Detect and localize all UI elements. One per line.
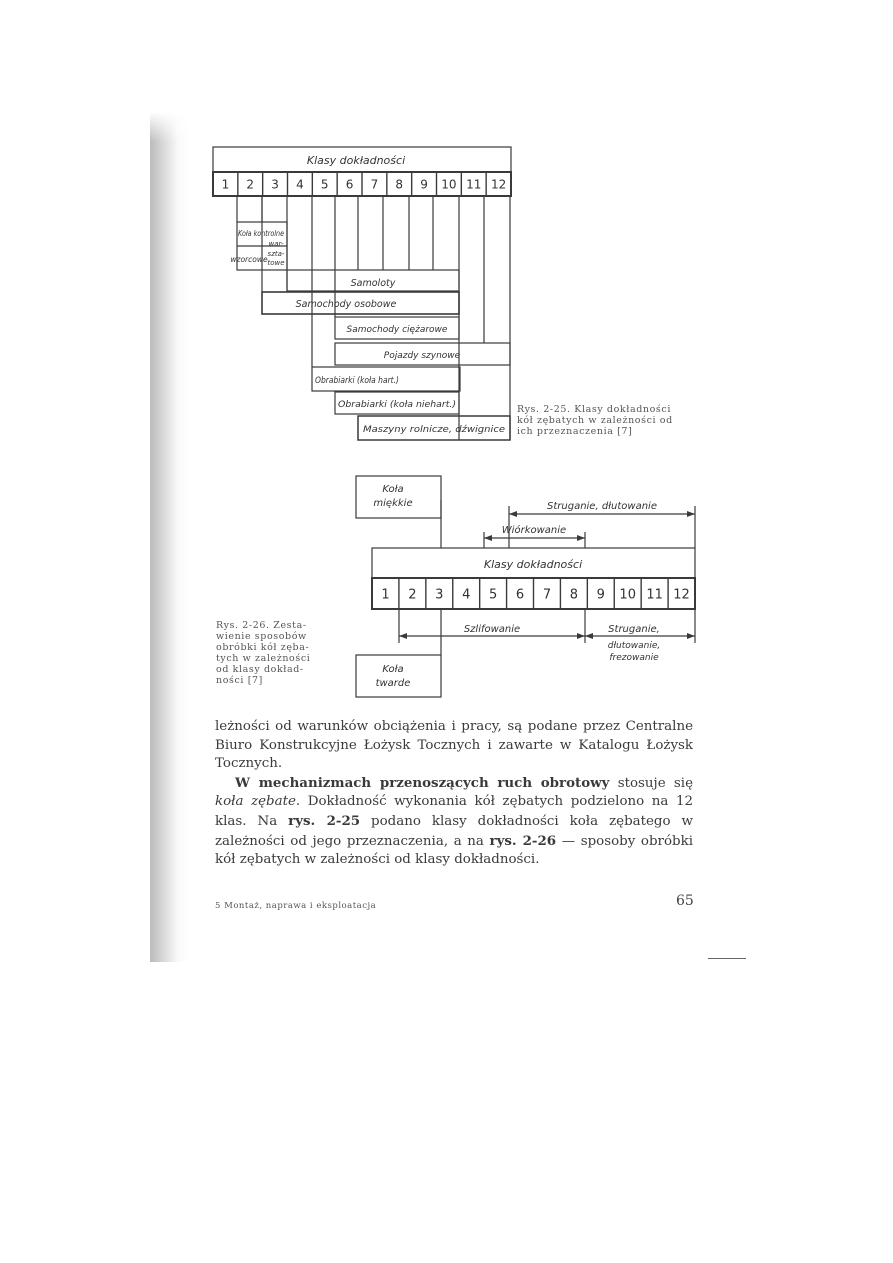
fig25-obrabiarki-hart-label: Obrabiarki (koła hart.) (315, 376, 399, 386)
fig26-caption (216, 620, 336, 686)
footer-book-title: 5 Montaż, naprawa i eksploatacja (215, 901, 377, 911)
fig26-kola-twarde-line2: twarde (375, 678, 411, 689)
fig25-caption-line: ich przeznaczenia [7] (517, 426, 633, 437)
class-number-1: 1 (221, 177, 230, 192)
class-number-10: 10 (441, 177, 457, 192)
paragraph-2-text-c: podano klasy dokładności koła zębatego w zależności od jego przeznaczenia, a na (215, 813, 693, 849)
fig26-struganie-dlutowanie-label: Struganie, dłutowanie (547, 501, 657, 512)
fig25-header-label: Klasy dokładności (306, 154, 406, 167)
page-number: 65 (676, 893, 694, 909)
fig26-struganie-line3: frezowanie (609, 653, 659, 663)
paragraph-2-text-b: . Dokładność wykonania kół zębatych podzielono na 12 klas. Na (215, 794, 693, 829)
class-number-6: 6 (345, 177, 354, 192)
class-number-3: 3 (435, 587, 444, 603)
fig26-caption-line: wienie sposobów (216, 631, 307, 642)
fig26-caption-line: obróbki kół zęba- (216, 642, 310, 653)
class-number-4: 4 (296, 177, 304, 192)
class-number-9: 9 (596, 587, 605, 603)
class-number-11: 11 (646, 587, 663, 603)
fig25-samochody-ciezarowe-label: Samochody ciężarowe (346, 325, 448, 335)
fig25-wzorcowe-label: wzorcowe (230, 255, 268, 264)
fig25-warsztatowe-line3: towe (267, 259, 285, 267)
class-number-5: 5 (320, 177, 329, 192)
fig26-struganie-line2: dłutowanie, (607, 641, 661, 651)
fig26-kola-twarde-box (356, 655, 441, 697)
fig25-maszyny-rolnicze-label: Maszyny rolnicze, dźwignice (363, 425, 505, 435)
paragraph-2-italic: koła zębate (215, 794, 296, 810)
class-number-2: 2 (246, 177, 255, 192)
class-number-2: 2 (408, 587, 417, 603)
body-text (215, 718, 693, 870)
class-number-1: 1 (381, 587, 390, 603)
class-number-11: 11 (466, 177, 482, 192)
class-number-8: 8 (569, 587, 579, 603)
fig26-wiorkowanie-label: Wiórkowanie (501, 525, 567, 536)
class-number-6: 6 (515, 587, 525, 603)
fig26-class-numbers (381, 587, 689, 602)
fig25-warsztatowe-line1: war- (268, 240, 284, 248)
fig26-caption-line: tych w zależności (216, 653, 311, 664)
class-number-7: 7 (542, 587, 552, 603)
paragraph-1: leżności od warunków obciążenia i pracy, są podane przez Centralne Biuro Konstrukcyjne Łożysk Tocznych i zawarte w Katalogu Łożysk Tocznych. (215, 719, 693, 772)
class-number-7: 7 (370, 177, 379, 192)
fig26-kola-twarde-line1: Koła (382, 664, 404, 675)
fig26-struganie-line1: Struganie, (608, 624, 660, 635)
class-number-10: 10 (619, 587, 636, 603)
fig26-caption-line: Rys. 2-26. Zesta- (216, 620, 307, 631)
fig25-caption-line: kół zębatych w zależności od (517, 415, 673, 426)
class-number-8: 8 (395, 177, 404, 192)
fig25-samochody-osobowe-label: Samochody osobowe (295, 299, 397, 310)
fig25-caption (517, 404, 717, 437)
fig26-kola-miekkie-line2: miękkie (373, 498, 413, 509)
class-number-4: 4 (462, 587, 471, 603)
fig25-samoloty-label: Samoloty (350, 278, 396, 289)
fig26-header-label: Klasy dokładności (483, 558, 583, 571)
class-number-12: 12 (490, 177, 507, 192)
fig26-caption-line: ności [7] (216, 675, 263, 686)
fig25-caption-line: Rys. 2-25. Klasy dokładności (517, 404, 671, 415)
class-number-12: 12 (673, 587, 690, 603)
fig26-kola-miekkie-box (356, 476, 441, 518)
paragraph-2-figure-ref-2: rys. 2-26 (489, 832, 557, 849)
class-number-3: 3 (271, 177, 279, 192)
fig25-obrabiarki-niehart-label: Obrabiarki (koła niehart.) (338, 400, 456, 410)
paragraph-2-bold: W mechanizmach przenoszących ruch obrotowy (235, 774, 610, 791)
fig26-caption-line: od klasy dokład- (216, 664, 304, 675)
fig25-kola-kontrolne-label: Koła kontrolne (238, 229, 285, 238)
class-number-5: 5 (488, 587, 498, 603)
class-number-9: 9 (420, 177, 428, 192)
fig26-szlifowanie-label: Szlifowanie (463, 624, 521, 635)
fig26-kola-miekkie-line1: Koła (382, 484, 404, 495)
figure-2-26-labels (373, 484, 689, 689)
fig25-class-numbers (222, 178, 507, 192)
paragraph-2-text-a: stosuje się (609, 775, 693, 791)
fig25-warsztatowe-line2: szta- (267, 250, 285, 258)
paragraph-2 (215, 774, 693, 870)
fig25-pojazdy-szynowe-label: Pojazdy szynowe (383, 351, 461, 361)
paragraph-2-figure-ref-1: rys. 2-25 (288, 812, 361, 829)
paragraph-2-text-d: — sposoby obróbki kół zębatych w zależności od klasy dokładności. (215, 833, 693, 868)
